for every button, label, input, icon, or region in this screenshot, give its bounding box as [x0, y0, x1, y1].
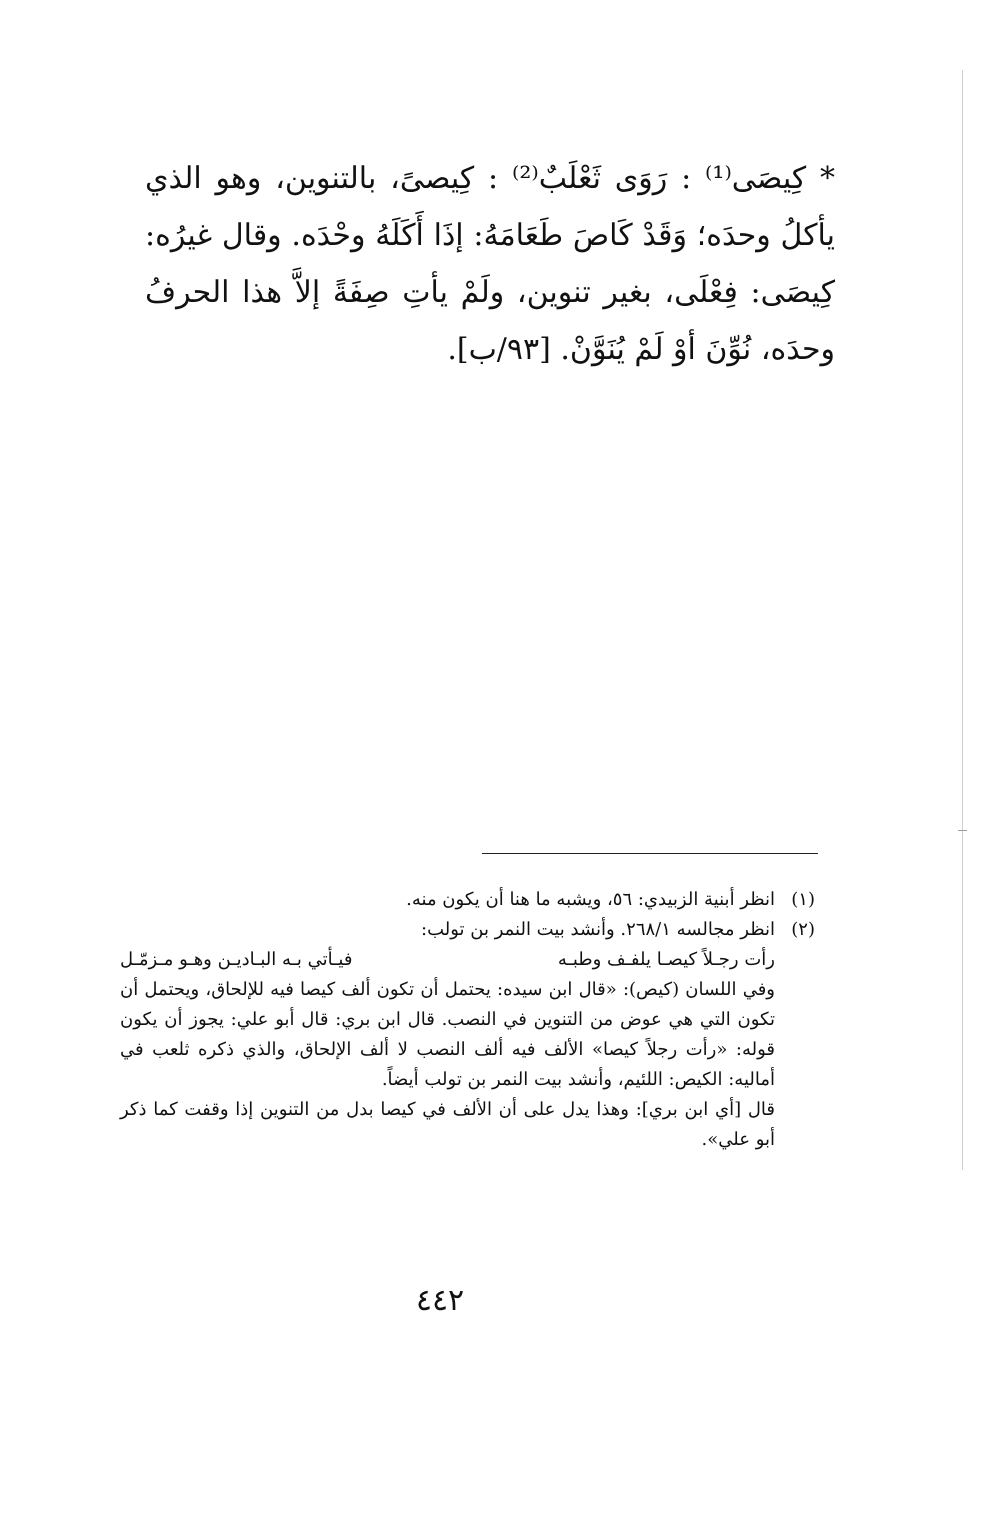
page-number: ٤٤٢ [415, 1283, 465, 1318]
verse-second-hemistich: فيـأتي بـه البـاديـن وهـو مـزمّـل [120, 949, 353, 970]
footnote-2-number: (٢) [791, 919, 815, 940]
scan-margin-line [962, 70, 963, 1170]
footnote-2-verse [120, 945, 815, 975]
footnote-2-paragraph-2: قال [أي ابن بري]: وهذا يدل على أن الألف في كيصا بدل من التنوين إذا وقفت كما ذكر أبو علي». [120, 1099, 775, 1150]
footnote-2-text: انظر مجالسه ٢٦٨/١. وأنشد بيت النمر بن تولب: [421, 919, 775, 940]
footnote-1-text: انظر أبنية الزبيدي: ٥٦، ويشبه ما هنا أن يكون منه. [406, 889, 775, 910]
main-text [145, 150, 835, 378]
scan-margin-tick [958, 830, 967, 831]
verse-first-hemistich: رأت رجـلاً كيصـا يلفـف وطبـه [557, 949, 775, 970]
main-paragraph: * كِيصَى⁽¹⁾ : رَوَى ثَعْلَبٌ⁽²⁾ : كِيصىً، بالتنوين، وهو الذي يأكلُ وحدَه؛ وَقَدْ كَاصَ طَعَامَهُ: إذَا أَكَلَهُ وحْدَه. وقال غيرُه: كِيصَى: فِعْلَى، بغير تنوين، ولَمْ يأتِ صِفَةً إلاَّ هذا الحرفُ وحدَه، نُوِّنَ أوْ لَمْ يُنَوَّنْ. [٩٣/ب]. [145, 161, 836, 367]
footnote-1-number: (١) [791, 889, 815, 910]
footnote-2-paragraph-1: وفي اللسان (كيص): «قال ابن سيده: يحتمل أن تكون ألف كيصا فيه للإلحاق، ويحتمل أن تكون التي هي عوض من التنوين في النصب. قال ابن بري: قال أبو علي: يجوز أن يكون قوله: «رأت رجلاً كيصا» الألف فيه ألف النصب لا ألف الإلحاق، والذي ذكره ثلعب في أماليه: الكيص: اللئيم، وأنشد بيت النمر بن تولب أيضاً. [120, 979, 775, 1090]
footnote-1 [120, 885, 815, 915]
footnotes [120, 885, 815, 1155]
footnote-2 [120, 915, 815, 945]
footnote-separator [482, 853, 818, 854]
